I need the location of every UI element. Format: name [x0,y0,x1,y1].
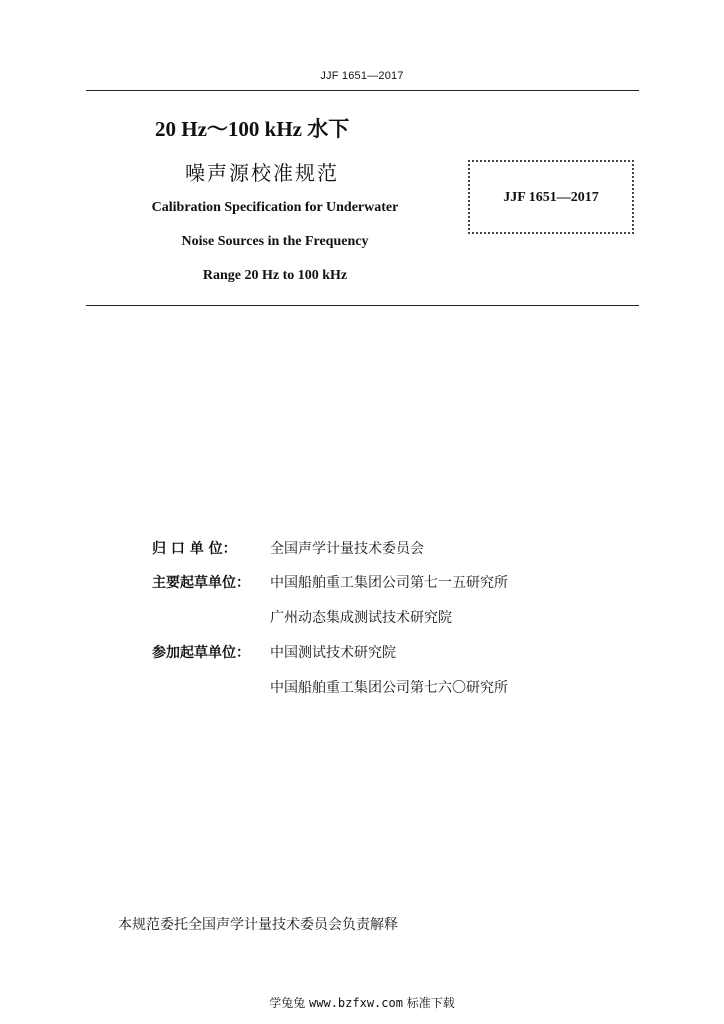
footer-url[interactable]: www.bzfxw.com [309,996,403,1010]
org-label: 参加起草单位： [152,645,250,661]
standard-code-box [468,160,634,234]
title-english-line-3: Range 20 Hz to 100 kHz [202,268,348,283]
org-label: 主要起草单位： [152,575,250,591]
org-value: 中国测试技术研究院 [270,645,396,661]
org-label: 归 口 单 位： [152,541,237,557]
title-english-line-2: Noise Sources in the Frequency [181,234,369,249]
org-value: 中国船舶重工集团公司第七一五研究所 [270,575,508,591]
org-value: 全国声学计量技术委员会 [270,541,424,557]
title-english-line-1: Calibration Specification for Underwater [151,200,399,215]
org-value: 中国船舶重工集团公司第七六〇研究所 [270,680,508,696]
org-value: 广州动态集成测试技术研究院 [270,610,452,626]
org-row-main-drafter-2 [152,607,452,627]
standard-code-box-text: JJF 1651—2017 [503,190,599,205]
org-row-main-drafter-1 [152,572,508,592]
header-standard-code: JJF 1651—2017 [320,70,404,82]
interpretation-note: 本规范委托全国声学计量技术委员会负责解释 [118,917,398,933]
footer-suffix: 标准下载 [406,996,455,1010]
top-divider [86,90,639,91]
org-row-participating-2 [152,677,508,697]
footer-watermark [0,994,724,1011]
org-row-centralized [152,538,424,558]
org-row-participating-1 [152,642,396,662]
title-chinese-line-1: 20 Hz～100 kHz 水下 [155,117,350,141]
bottom-divider [86,305,639,306]
title-chinese-line-2: 噪声源校准规范 [185,161,339,185]
footer-site-name: 学兔兔 [269,996,306,1010]
